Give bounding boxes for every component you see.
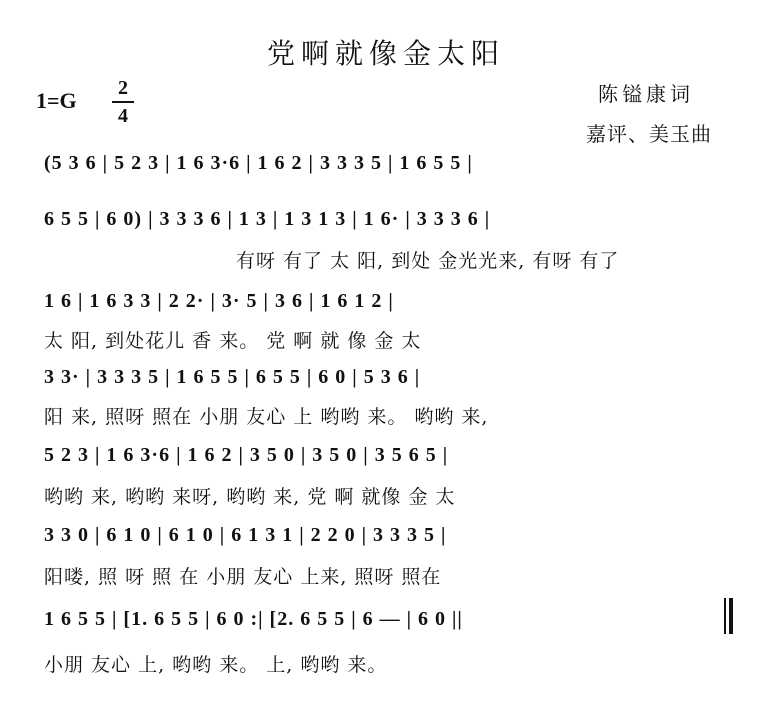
final-barline-thin (724, 598, 726, 634)
notation-line-2: 6 5 5 | 6 0) | 3 3 3 6 | 1 3 | 1 3 1 3 | 1 6· | 3 3 3 6 | (44, 208, 491, 230)
lyrics-line-4: 阳 来, 照呀 照在 小朋 友心 上 哟哟 来。 哟哟 来, (44, 406, 489, 428)
lyrics-line-2: 有呀 有了 太 阳, 到处 金光光来, 有呀 有了 (236, 250, 620, 272)
time-signature (112, 76, 134, 128)
song-title: 党啊就像金太阳 (266, 37, 505, 70)
time-signature-top: 2 (118, 77, 128, 99)
lyrics-line-5: 哟哟 来, 哟哟 来呀, 哟哟 来, 党 啊 就像 金 太 (44, 486, 456, 508)
notation-line-3: 1 6 | 1 6 3 3 | 2 2· | 3· 5 | 3 6 | 1 6 1 2 | (44, 290, 394, 312)
notation-line-1: (5 3 6 | 5 2 3 | 1 6 3·6 | 1 6 2 | 3 3 3 5 | 1 6 5 5 | (44, 152, 473, 174)
lyrics-line-6: 阳喽, 照 呀 照 在 小朋 友心 上来, 照呀 照在 (44, 566, 442, 588)
key-signature: 1=G (36, 88, 77, 113)
time-signature-divider (112, 101, 134, 103)
lyrics-line-3: 太 阳, 到处花儿 香 来。 党 啊 就 像 金 太 (44, 330, 422, 352)
lyrics-line-7: 小朋 友心 上, 哟哟 来。 上, 哟哟 来。 (44, 654, 388, 676)
final-barline-thick (729, 598, 733, 634)
notation-line-4: 3 3· | 3 3 3 5 | 1 6 5 5 | 6 5 5 | 6 0 | 5 3 6 | (44, 366, 421, 388)
lyricist-credit: 陈镒康词 (598, 82, 694, 106)
time-signature-bottom: 4 (118, 105, 128, 127)
notation-line-6: 3 3 0 | 6 1 0 | 6 1 0 | 6 1 3 1 | 2 2 0 | 3 3 3 5 | (44, 524, 447, 546)
notation-line-5: 5 2 3 | 1 6 3·6 | 1 6 2 | 3 5 0 | 3 5 0 | 3 5 6 5 | (44, 444, 449, 466)
composer-credit: 嘉评、美玉曲 (586, 122, 712, 146)
notation-line-7: 1 6 5 5 | [1. 6 5 5 | 6 0 :| [2. 6 5 5 | 6 — | 6 0 || (44, 608, 463, 630)
